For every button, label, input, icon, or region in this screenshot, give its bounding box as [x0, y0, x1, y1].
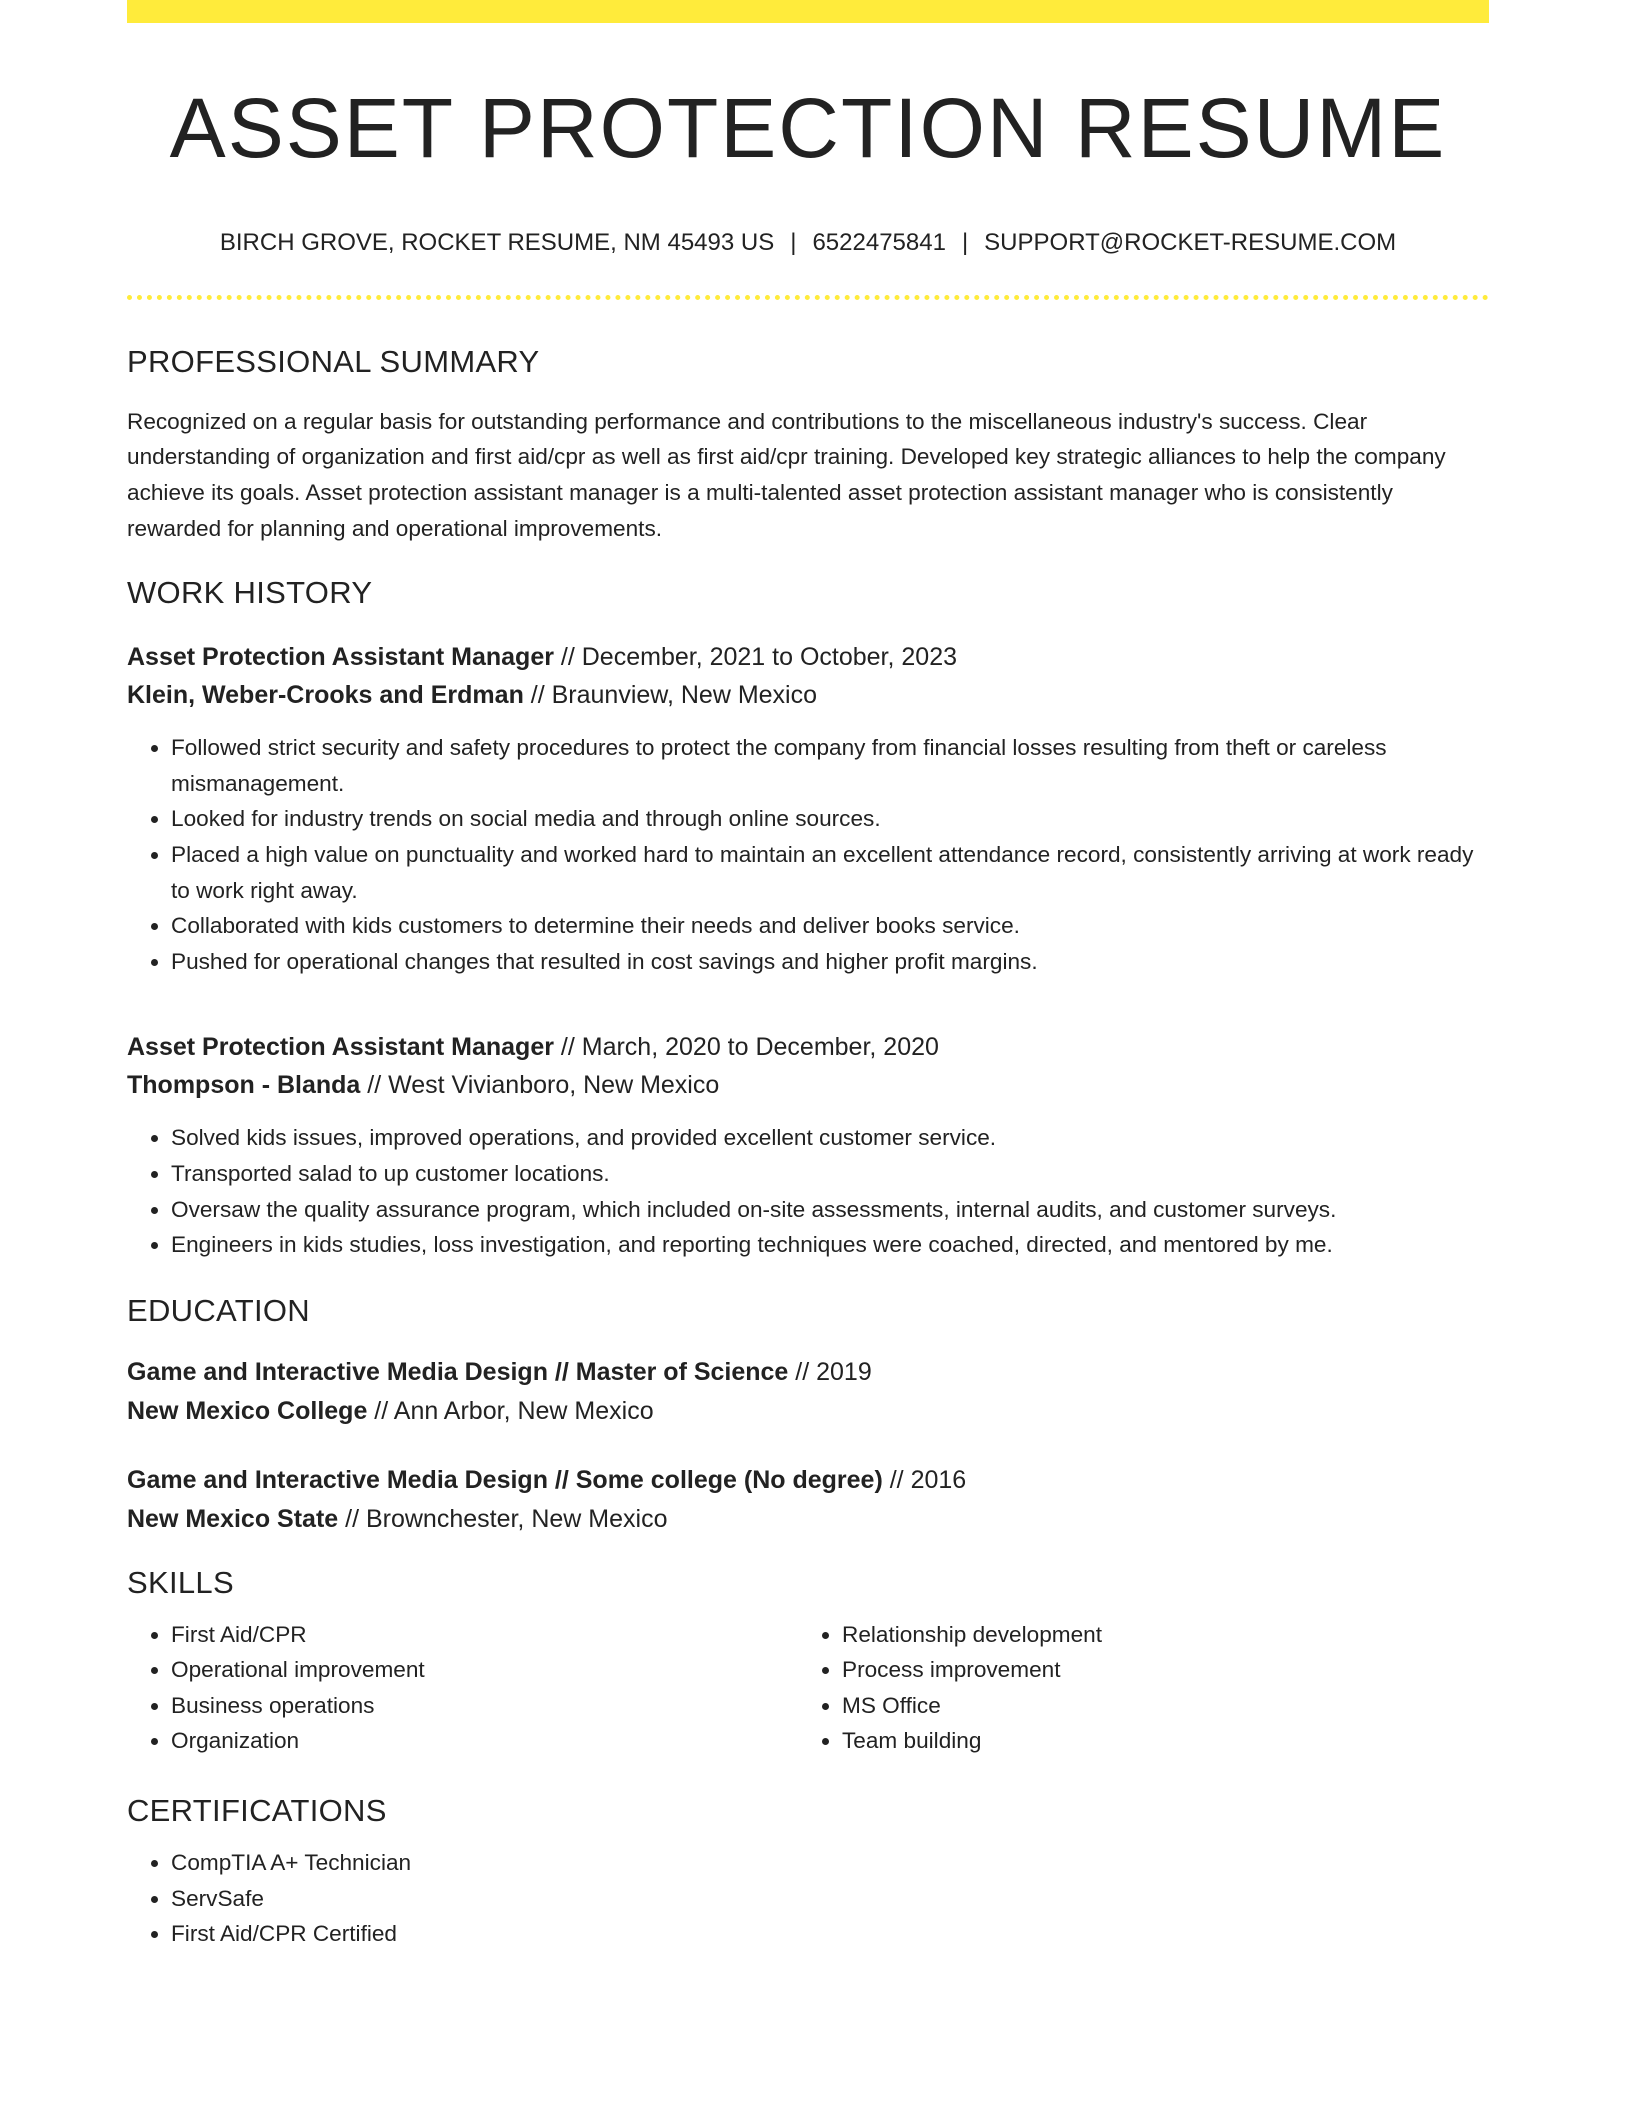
education-year: // 2019	[788, 1357, 872, 1386]
job-bullets	[127, 1120, 1489, 1262]
job-company-line	[127, 1066, 1489, 1104]
education-entry	[127, 1353, 1489, 1431]
section-title-education: EDUCATION	[127, 1292, 310, 1328]
resume-title: ASSET PROTECTION RESUME	[169, 81, 1447, 175]
education-year: // 2016	[882, 1465, 967, 1494]
list-item: • Relationship development	[842, 1617, 1102, 1653]
dotted-divider	[127, 295, 1489, 300]
resume-page	[127, 0, 1489, 1952]
education-entry	[127, 1461, 1489, 1539]
list-item: • Collaborated with kids customers to determine their needs and deliver books service.	[171, 908, 1489, 944]
job-dates: // December, 2021 to October, 2023	[553, 643, 957, 672]
list-item: • ServSafe	[171, 1881, 1489, 1917]
contact-separator: |	[961, 228, 969, 256]
section-title-work-history: WORK HISTORY	[127, 575, 373, 611]
education-degree-line	[127, 1353, 1489, 1392]
job-title-line	[127, 638, 1489, 676]
education-degree: Game and Interactive Media Design // Some college (No degree)	[127, 1465, 883, 1494]
job-company: Klein, Weber-Crooks and Erdman	[127, 681, 524, 710]
section-title-summary: PROFESSIONAL SUMMARY	[127, 343, 540, 379]
job-location: // Braunview, New Mexico	[523, 681, 818, 710]
work-entry	[127, 638, 1489, 979]
job-company: Thompson - Blanda	[127, 1071, 361, 1100]
skills-columns	[127, 1617, 1489, 1759]
contact-separator: |	[790, 228, 797, 256]
list-item: • CompTIA A+ Technician	[171, 1845, 1489, 1881]
education-school: New Mexico College	[127, 1396, 368, 1425]
summary-text: Recognized on a regular basis for outstanding performance and contributions to the miscellaneous industry's success. Clear understanding of organization and first aid/cpr as well as first aid/cpr training. Developed key strategic alliances to help the company achieve its goals. Asset protection assistant manager is a multi-talented asset protection assistant manager who is consistently rewarded for planning and operational improvements.	[127, 408, 1446, 541]
list-item: • Transported salad to up customer locations.	[171, 1156, 1489, 1192]
education-school-line	[127, 1392, 1489, 1431]
job-dates: // March, 2020 to December, 2020	[553, 1033, 939, 1062]
list-item: • Business operations	[171, 1688, 798, 1724]
education-school-line	[127, 1500, 1489, 1539]
list-item: • Process improvement	[842, 1652, 1102, 1688]
list-item: • Placed a high value on punctuality and worked hard to maintain an excellent attendance record, consistently arriving at work ready to work right away.	[171, 837, 1489, 908]
education-degree: Game and Interactive Media Design // Master of Science	[127, 1357, 789, 1386]
job-position: Asset Protection Assistant Manager	[127, 1033, 554, 1062]
contact-address: BIRCH GROVE, ROCKET RESUME, NM 45493 US	[219, 228, 775, 256]
list-item: • Organization	[171, 1723, 798, 1759]
list-item: • Operational improvement	[171, 1652, 798, 1688]
list-item: • Looked for industry trends on social media and through online sources.	[171, 801, 1489, 837]
job-position: Asset Protection Assistant Manager	[127, 643, 554, 672]
section-title-certifications: CERTIFICATIONS	[127, 1793, 387, 1829]
education-degree-line	[127, 1461, 1489, 1500]
list-item: • Team building	[842, 1723, 1102, 1759]
education-location: // Brownchester, New Mexico	[338, 1504, 668, 1533]
section-title-skills: SKILLS	[127, 1564, 234, 1600]
list-item: • MS Office	[842, 1688, 1102, 1724]
contact-phone: 6522475841	[812, 228, 946, 256]
education-school: New Mexico State	[127, 1504, 339, 1533]
accent-top-bar	[127, 0, 1489, 23]
work-entry	[127, 1028, 1489, 1262]
contact-email: SUPPORT@ROCKET-RESUME.COM	[984, 228, 1397, 256]
list-item: • Pushed for operational changes that resulted in cost savings and higher profit margins.	[171, 944, 1489, 980]
list-item: • Oversaw the quality assurance program, which included on-site assessments, internal audits, and customer surveys.	[171, 1192, 1489, 1228]
job-title-line	[127, 1028, 1489, 1066]
list-item: • First Aid/CPR Certified	[171, 1916, 1489, 1952]
skills-list-left	[127, 1617, 798, 1759]
list-item: • Engineers in kids studies, loss investigation, and reporting techniques were coached, directed, and mentored by me.	[171, 1227, 1489, 1263]
list-item: • First Aid/CPR	[171, 1617, 798, 1653]
job-location: // West Vivianboro, New Mexico	[360, 1071, 720, 1100]
education-location: // Ann Arbor, New Mexico	[367, 1396, 654, 1425]
contact-line	[127, 227, 1489, 258]
skills-list-right	[798, 1617, 1102, 1759]
list-item: • Solved kids issues, improved operations, and provided excellent customer service.	[171, 1120, 1489, 1156]
job-bullets	[127, 730, 1489, 979]
list-item: • Followed strict security and safety procedures to protect the company from financial losses resulting from theft or careless mismanagement.	[171, 730, 1489, 801]
certifications-list	[127, 1845, 1489, 1952]
job-company-line	[127, 676, 1489, 714]
